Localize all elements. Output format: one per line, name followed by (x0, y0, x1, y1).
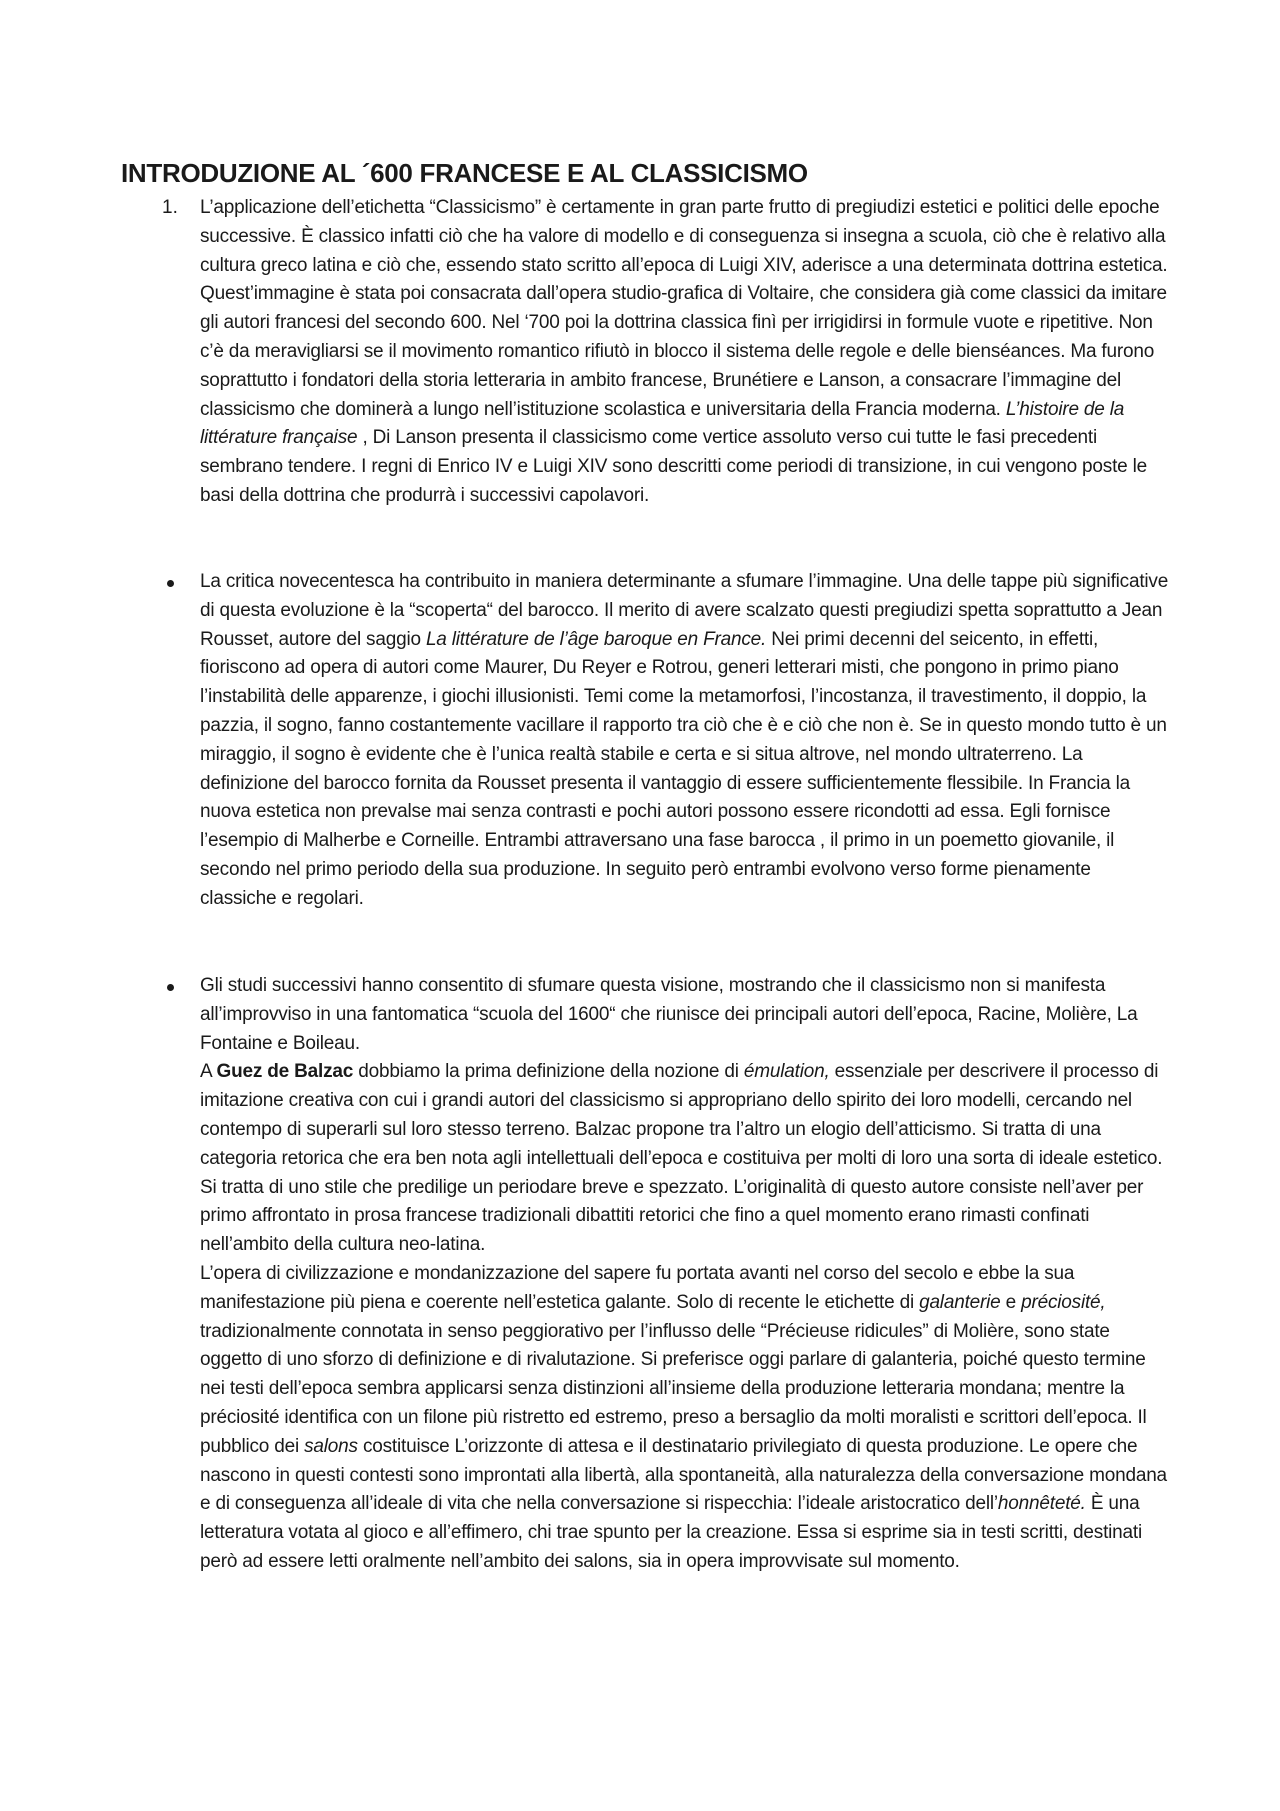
list-item-2 (120, 568, 1172, 914)
text-run: tradizionalmente connotata in senso peggiorativo per l’influsso delle “Précieuse ridicules” di Molière, sono state oggetto di uno sforzo di definizione e di rivalutazione. Si preferisce oggi parlare di galanteria, poiché questo termine nei testi dell’epoca sembra applicarsi senza distinzioni all’insieme della produzione letteraria mondana; mentre la préciosité identifica con un filone più ristretto ed estremo, preso a bersaglio da molti moralisti e scrittori dell’epoca. Il pubblico dei (200, 1320, 1147, 1457)
bullet-icon (167, 580, 174, 587)
bold-name: Guez de Balzac (216, 1061, 354, 1083)
list-item-3 (120, 972, 1172, 1577)
italic-term: honnêteté. (997, 1493, 1086, 1515)
text-run: L’applicazione dell’etichetta “Classicismo” è certamente in gran parte frutto di pregiudizi estetici e politici delle epoche successive. È classico infatti ciò che ha valore di modello e di conseguenza si insegna a scuola, ciò che è relativo alla cultura greco latina e ciò che, essendo stato scritto all’epoca di Luigi XIV, aderisce a una determinata dottrina estetica. Quest’immagine è stata poi consacrata dall’opera studio-grafica di Voltaire, che considera già come classici da imitare gli autori francesi del secondo 600. Nel ‘700 poi la dottrina classica finì per irrigidirsi in formule vuote e ripetitive. Non c’è da meravigliarsi se il movimento romantico rifiutò in blocco il sistema delle regole e delle bienséances. Ma furono soprattutto i fondatori della storia letteraria in ambito francese, Brunétiere e Lanson, a consacrare l’immagine del classicismo che dominerà a lungo nell’istituzione scolastica e universitaria della Francia moderna. (200, 197, 1168, 420)
text-run: costituisce L’orizzonte di attesa e il destinatario privilegiato di questa produzione. Le opere che nascono in questi contesti sono improntati alla libertà, alla spontaneità, alla naturalezza della conversazione mondana e di conseguenza all’ideale di vita che nella conversazione si rispecchia: l’ideale aristocratico dell’ (200, 1435, 1167, 1515)
paragraph (200, 1260, 1172, 1577)
list-item-text (200, 972, 1172, 1577)
paragraph: Gli studi successivi hanno consentito di sfumare questa visione, mostrando che il classicismo non si manifesta all’improvviso in una fantomatica “scuola del 1600“ che riunisce dei principali autori dell’epoca, Racine, Molière, La Fontaine e Boileau. (200, 975, 1138, 1054)
italic-term: préciosité, (1021, 1291, 1106, 1313)
text-run: Nei primi decenni del seicento, in effetti, fioriscono ad opera di autori come Maurer, Du Reyer e Rotrou, generi letterari misti, che pongono in primo piano l’instabilità delle apparenze, i giochi illusionisti. Temi come la metamorfosi, l’incostanza, il travestimento, il doppio, la pazzia, il sogno, fanno costantemente vacillare il rapporto tra ciò che è e ciò che non è. Se in questo mondo tutto è un miraggio, il sogno è evidente che è l’unica realtà stabile e certa e si situa altrove, nel mondo ultraterreno. La definizione del barocco fornita da Rousset presenta il vantaggio di essere sufficientemente flessibile. In Francia la nuova estetica non prevalse mai senza contrasti e pochi autori possono essere ricondotti ad essa. Egli fornisce l’esempio di Malherbe e Corneille. Entrambi attraversano una fase barocca , il primo in un poemetto giovanile, il secondo nel primo periodo della sua produzione. In seguito però entrambi evolvono verso forme pienamente classiche e regolari. (200, 628, 1167, 909)
document-title: INTRODUZIONE AL ´600 FRANCESE E AL CLASSICISMO (121, 158, 808, 188)
italic-title: L’histoire de la littérature française (200, 398, 1125, 449)
text-run: dobbiamo la prima definizione della nozione di (358, 1061, 739, 1083)
italic-term: émulation, (743, 1061, 830, 1083)
paragraph (200, 194, 1172, 511)
text-run: A (200, 1061, 212, 1083)
text-run: La critica novecentesca ha contribuito in maniera determinante a sfumare l’immagine. Una delle tappe più significative di questa evoluzione è la “scoperta“ del barocco. Il merito di avere scalzato questi pregiudizi spetta soprattutto a Jean Rousset, autore del saggio (200, 571, 1169, 650)
bullet-icon (167, 984, 174, 991)
list-item-text (200, 568, 1172, 914)
text-run: , Di Lanson presenta il classicismo come vertice assoluto verso cui tutte le fasi precedenti sembrano tendere. I regni di Enrico IV e Luigi XIV sono descritti come periodi di transizione, in cui vengono poste le basi della dottrina che produrrà i successivi capolavori. (200, 427, 1147, 506)
list-number: 1. (162, 197, 178, 218)
italic-term: galanterie (919, 1291, 1001, 1313)
text-run: e (1005, 1291, 1016, 1313)
text-run: L’opera di civilizzazione e mondanizzazione del sapere fu portata avanti nel corso del secolo e ebbe la sua manifestazione più piena e coerente nell’estetica galante. Solo di recente le etichette di (200, 1262, 1075, 1313)
text-run: essenziale per descrivere il processo di imitazione creativa con cui i grandi autori del classicismo si appropriano dello spirito dei loro modelli, cercando nel contempo di superarli sul loro stesso terreno. Balzac propone tra l’altro un elogio dell’atticismo. Si tratta di una categoria retorica che era ben nota agli intellettuali dell’epoca e costituiva per molti di loro una sorta di ideale estetico. Si tratta di uno stile che predilige un periodare breve e spezzato. L’originalità di questo autore consiste nell’aver per primo affrontato in prosa francese tradizionali dibattiti retorici che fino a quel momento erano rimasti confinati nell’ambito della cultura neo-latina. (200, 1061, 1163, 1256)
text-run: È una letteratura votata al gioco e all’effimero, chi trae spunto per la creazione. Essa si esprime sia in testi scritti, destinati però ad essere letti oralmente nell’ambito dei salons, sia in opera improvvisate sul momento. (200, 1493, 1142, 1572)
italic-term: salons (304, 1435, 358, 1457)
paragraph (200, 1058, 1172, 1260)
italic-title: La littérature de l’âge baroque en France. (425, 628, 767, 650)
list-item-1 (120, 194, 1172, 511)
paragraph (200, 568, 1172, 914)
list-item-text (200, 194, 1172, 511)
